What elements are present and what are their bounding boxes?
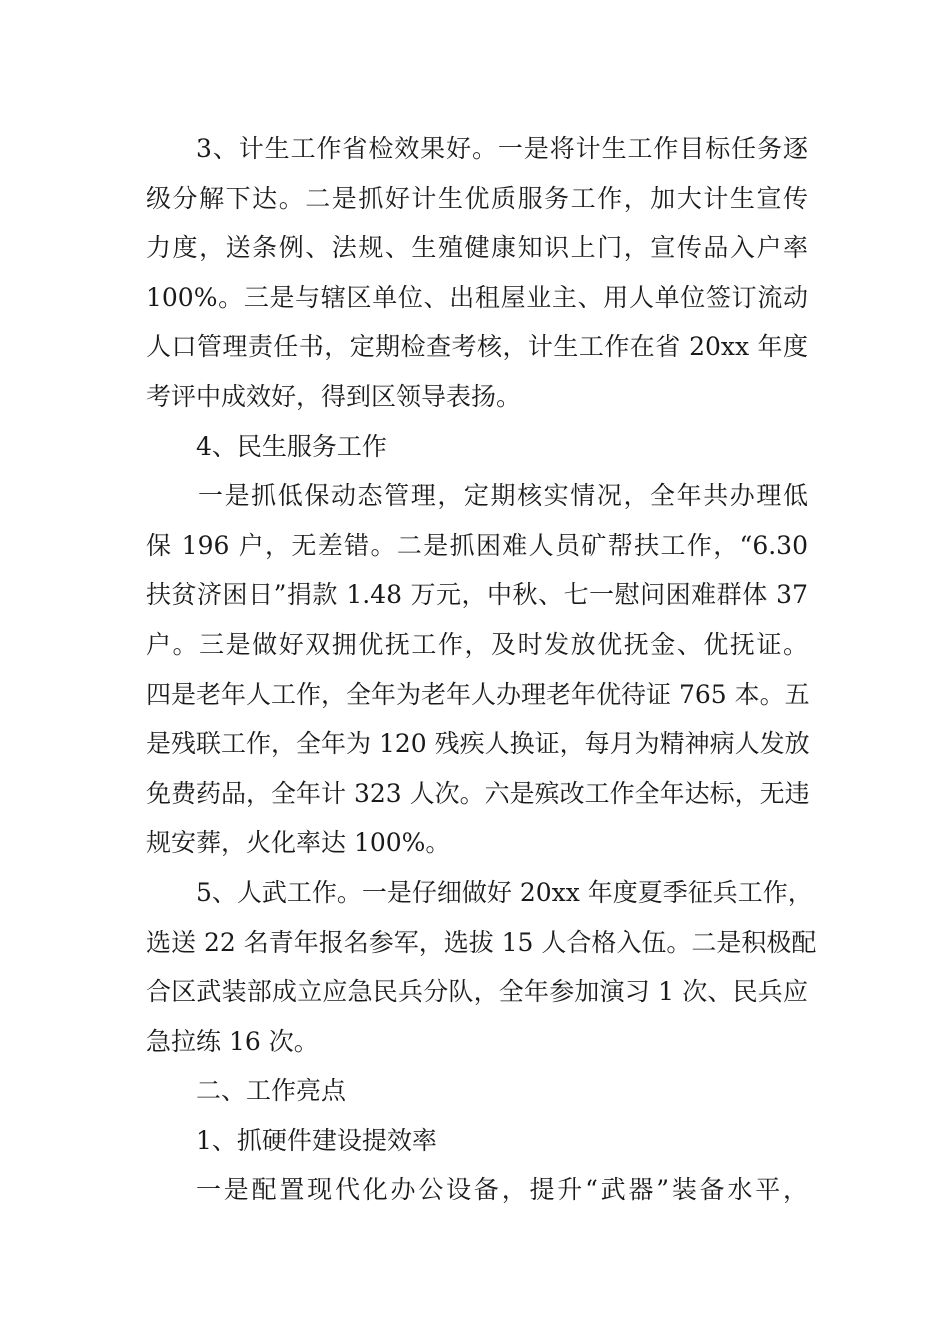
subsection-heading: 1、抓硬件建设提效率: [196, 1125, 437, 1155]
paragraph-line: 一是配置现代化办公设备，提升“武器”装备水平，: [196, 1175, 808, 1205]
paragraph-line: 是残联工作，全年为 120 残疾人换证，每月为精神病人发放: [146, 729, 810, 759]
paragraph-line: 考评中成效好，得到区领导表扬。: [146, 381, 522, 411]
paragraph-line: 保 196 户，无差错。二是抓困难人员矿帮扶工作，“6.30: [146, 530, 808, 560]
paragraph-line: 力度，送条例、法规、生殖健康知识上门，宣传品入户率: [146, 233, 808, 263]
paragraph-line: 人口管理责任书，定期检查考核，计生工作在省 20xx 年度: [146, 332, 808, 362]
paragraph-line: 5、人武工作。一是仔细做好 20xx 年度夏季征兵工作，: [196, 877, 813, 907]
paragraph-line: 四是老年人工作，全年为老年人办理老年优待证 765 本。五: [146, 679, 810, 709]
paragraph-line: 合区武装部成立应急民兵分队，全年参加演习 1 次、民兵应: [146, 977, 808, 1007]
paragraph-line: 3、计生工作省检效果好。一是将计生工作目标任务逐: [196, 134, 808, 163]
paragraph-line: 户。三是做好双拥优抚工作，及时发放优抚金、优抚证。: [146, 629, 808, 659]
paragraph-line: 一是抓低保动态管理，定期核实情况，全年共办理低: [198, 481, 808, 511]
paragraph-line: 扶贫济困日”捐款 1.48 万元，中秋、七一慰问困难群体 37: [146, 580, 808, 610]
paragraph-line: 级分解下达。二是抓好计生优质服务工作，加大计生宣传: [146, 183, 808, 213]
paragraph-line: 选送 22 名青年报名参军，选拔 15 人合格入伍。二是积极配: [146, 927, 817, 957]
paragraph-line: 免费药品，全年计 323 人次。六是殡改工作全年达标，无违: [146, 778, 810, 808]
paragraph-line: 规安葬，火化率达 100%。: [146, 828, 451, 858]
paragraph-line: 100%。三是与辖区单位、出租屋业主、用人单位签订流动: [146, 282, 808, 312]
section-heading: 4、民生服务工作: [196, 431, 387, 461]
document-body: [146, 124, 817, 1215]
section-heading: 二、工作亮点: [196, 1076, 347, 1106]
paragraph-line: 急拉练 16 次。: [146, 1026, 319, 1056]
